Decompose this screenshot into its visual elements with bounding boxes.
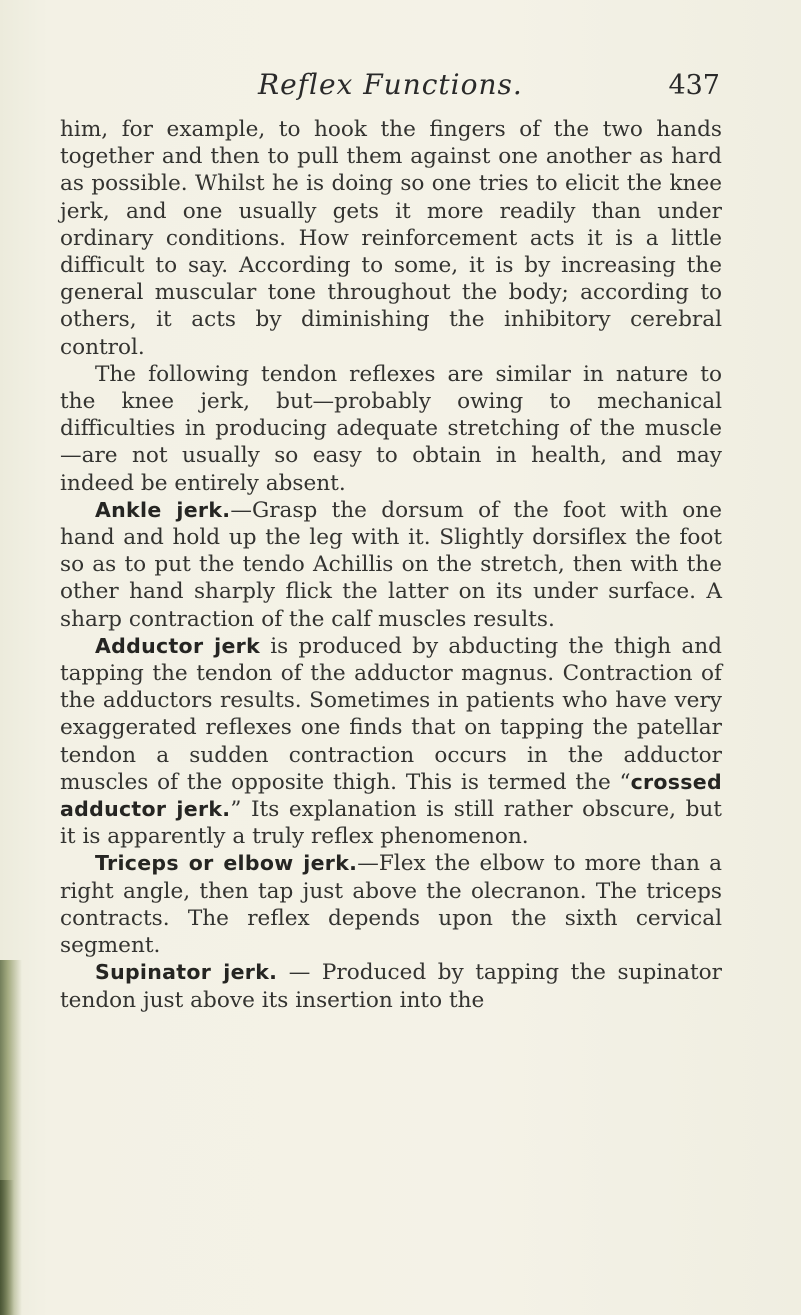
paragraph-adductor-jerk	[60, 633, 722, 851]
paragraph-text: — Produced by tapping the supinator tendon just above its insertion into the	[60, 960, 722, 1013]
paragraph-ankle-jerk	[60, 497, 722, 633]
page-number: 437	[668, 70, 720, 101]
running-title: Reflex Functions.	[258, 68, 523, 101]
paragraph-text: is produced by abducting the thigh and tapping the tendon of the adductor magnus. Contraction of the adductors results. Sometimes in patients who have very exaggerated reflexes one finds that on tapping the patellar tendon a sudden contraction occurs in the adductor muscles of the opposite thigh. This is termed the “	[60, 633, 722, 795]
run-in-heading: Ankle jerk.	[95, 497, 231, 522]
paragraph-text: —Grasp the dorsum of the foot with one hand and hold up the leg with it. Slightly dorsiflex the foot so as to put the tendo Achillis on the stretch, then with the other hand sharply flick the latter on its under surface. A sharp contraction of the calf muscles results.	[60, 497, 722, 632]
paragraph-text: The following tendon reflexes are similar in nature to the knee jerk, but—probably owing to mechanical difficulties in producing adequate stretching of the muscle—are not usually so easy to obtain in health, and may indeed be entirely absent.	[60, 361, 722, 496]
paragraph-text: ” Its explanation is still rather obscure, but it is apparently a truly reflex phenomenon.	[60, 797, 722, 850]
run-in-heading: Adductor jerk	[95, 633, 260, 658]
paragraph-triceps-jerk	[60, 850, 722, 959]
page-edge-shadow-dark	[0, 1180, 14, 1315]
paragraph	[60, 116, 722, 361]
paragraph-supinator-jerk	[60, 959, 722, 1013]
paragraph-text: him, for example, to hook the fingers of the two hands together and then to pull them against one another as hard as possible. Whilst he is doing so one tries to elicit the knee jerk, and one usually gets it more readily than under ordinary conditions. How reinforcement acts it is a little difficult to say. According to some, it is by increasing the general muscular tone throughout the body; according to others, it acts by diminishing the inhibitory cerebral control.	[60, 117, 722, 360]
paragraph	[60, 361, 722, 497]
page-body	[60, 116, 722, 1014]
paragraph-text: —Flex the elbow to more than a right angle, then tap just above the olecranon. The triceps contracts. The reflex depends upon the sixth cervical segment.	[60, 851, 722, 959]
page-header	[60, 64, 720, 114]
run-in-heading: Supinator jerk.	[95, 960, 278, 985]
run-in-heading: Triceps or elbow jerk.	[95, 851, 358, 876]
bold-term: crossed adductor jerk.	[60, 769, 722, 822]
